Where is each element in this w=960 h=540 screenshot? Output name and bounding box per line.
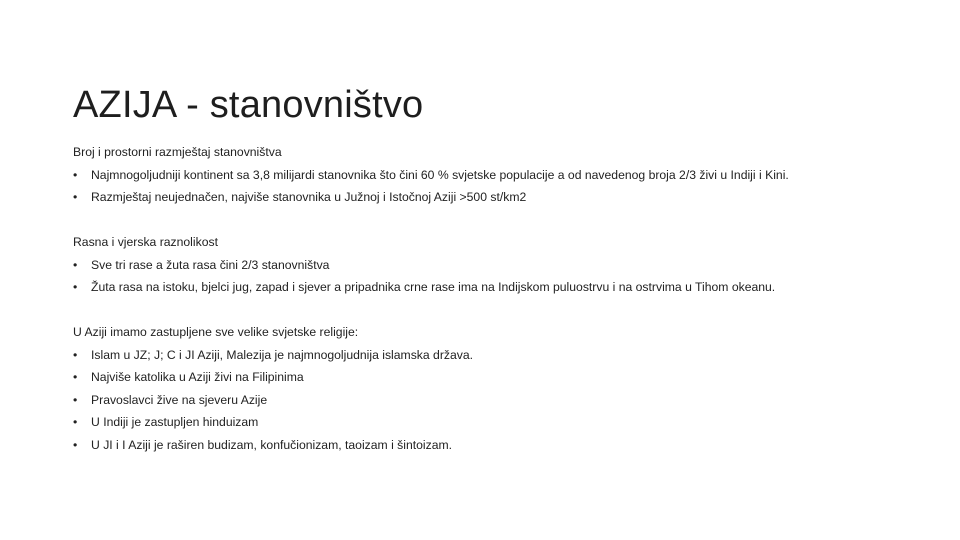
bullet-item <box>73 186 933 209</box>
bullet-text: Razmještaj neujednačen, najviše stanovnika u Južnoj i Istočnoj Aziji >500 st/km2 <box>91 190 527 204</box>
bullet-text: U JI i I Aziji je raširen budizam, konfučionizam, taoizam i šintoizam. <box>91 437 453 452</box>
bullet-item <box>73 254 933 277</box>
bullet-icon: • <box>73 392 78 407</box>
bullet-item <box>73 411 933 434</box>
bullet-icon: • <box>73 347 78 362</box>
bullet-icon: • <box>73 415 78 429</box>
bullet-icon: • <box>73 167 78 182</box>
bullet-text: Žuta rasa na istoku, bjelci jug, zapad i sjever a pripadnika crne rase ima na Indijskom puluostrvu i na ostrvima u Tihom okeanu. <box>91 280 776 294</box>
bullet-text: Najviše katolika u Aziji živi na Filipinima <box>91 370 304 384</box>
bullet-text: Pravoslavci žive na sjeveru Azije <box>91 392 268 407</box>
bullet-text: U Indiji je zastupljen hinduizam <box>91 415 259 429</box>
slide-body <box>73 141 933 456</box>
section-religions <box>73 321 933 456</box>
bullet-list <box>73 254 933 299</box>
bullet-icon: • <box>73 280 78 294</box>
bullet-list <box>73 164 933 209</box>
bullet-list <box>73 344 933 457</box>
bullet-icon: • <box>73 370 78 384</box>
bullet-item <box>73 344 933 367</box>
bullet-item <box>73 276 933 299</box>
section-heading: Rasna i vjerska raznolikost <box>73 235 218 249</box>
section-population-distribution <box>73 141 933 209</box>
bullet-item <box>73 434 933 457</box>
section-racial-religious-diversity <box>73 231 933 299</box>
bullet-item <box>73 366 933 389</box>
bullet-icon: • <box>73 437 78 452</box>
bullet-icon: • <box>73 257 78 272</box>
bullet-text: Najmnogoljudniji kontinent sa 3,8 milijardi stanovnika što čini 60 % svjetske populacije a od navedenog broja 2/3 živi u Indiji i Kini. <box>91 167 789 182</box>
bullet-text: Islam u JZ; J; C i JI Aziji, Malezija je najmnogoljudnija islamska država. <box>91 347 474 362</box>
bullet-item <box>73 389 933 412</box>
bullet-icon: • <box>73 190 78 204</box>
section-heading: Broj i prostorni razmještaj stanovništva <box>73 145 282 159</box>
bullet-item <box>73 164 933 187</box>
bullet-text: Sve tri rase a žuta rasa čini 2/3 stanovništva <box>91 257 330 272</box>
slide-title: AZIJA - stanovništvo <box>73 84 424 127</box>
section-heading: U Aziji imamo zastupljene sve velike svjetske religije: <box>73 325 359 339</box>
